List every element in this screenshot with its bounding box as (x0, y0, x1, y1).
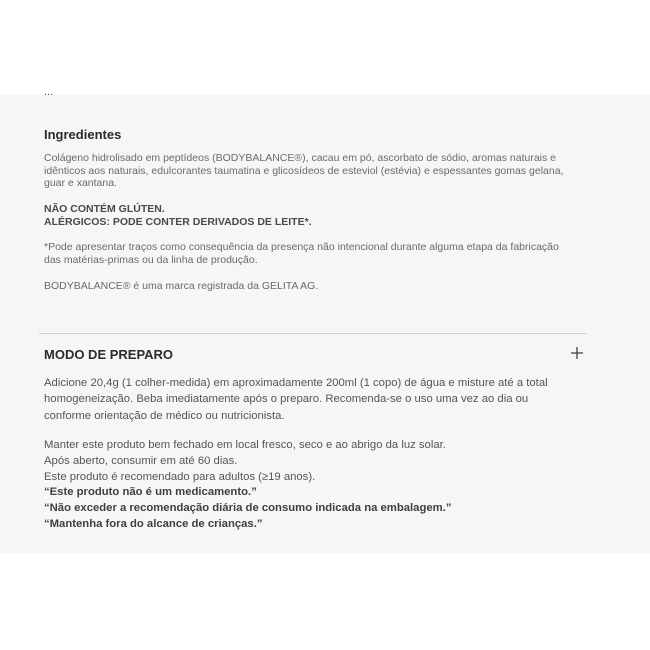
plus-icon[interactable] (571, 347, 583, 359)
warning-medicine: “Este produto não é um medicamento.” (44, 486, 257, 499)
truncated-text: ... (44, 86, 54, 96)
preparo-details (44, 438, 564, 533)
allergen-info (44, 203, 564, 228)
storage-text: Manter este produto bem fechado em local fresco, seco e ao abrigo da luz solar. (44, 439, 446, 451)
warning-children: “Mantenha fora do alcance de crianças.” (44, 517, 263, 530)
section-divider (39, 333, 587, 334)
ingredients-text: Colágeno hidrolisado em peptídeos (BODYBALANCE®), cacau em pó, ascorbato de sódio, aromas naturais e idênticos aos naturais, edulcorantes taumatina e glicosídeos de esteviol (estévia) e espessantes gomas gelana, guar e xantana. (44, 152, 564, 190)
gluten-statement: NÃO CONTÉM GLÚTEN. (44, 203, 165, 215)
preparo-instructions: Adicione 20,4g (1 colher-medida) em aproximadamente 200ml (1 copo) de água e misture até a total homogeneização. Beba imediatamente após o preparo. Recomenda-se o uso uma vez ao dia ou conforme orientação de médico ou nutricionista. (44, 377, 548, 422)
after-open-text: Após aberto, consumir em até 60 dias. (44, 454, 238, 467)
ingredients-title: Ingredientes (44, 127, 122, 142)
adults-text: Este produto é recomendado para adultos (≥19 anos). (44, 470, 316, 483)
allergen-statement: ALÉRGICOS: PODE CONTER DERIVADOS DE LEITE*. (44, 215, 312, 228)
preparo-title: MODO DE PREPARO (44, 347, 174, 362)
brand-statement: BODYBALANCE® é uma marca registrada da GELITA AG. (44, 280, 319, 292)
preparo-accordion-header[interactable] (39, 340, 587, 368)
ingredients-footnote: *Pode apresentar traços como consequência da presença não intencional durante alguma etapa da fabricação das matérias-primas ou da linha de produção. (44, 241, 559, 266)
warning-dosage: “Não exceder a recomendação diária de consumo indicada na embalagem.” (44, 502, 452, 515)
